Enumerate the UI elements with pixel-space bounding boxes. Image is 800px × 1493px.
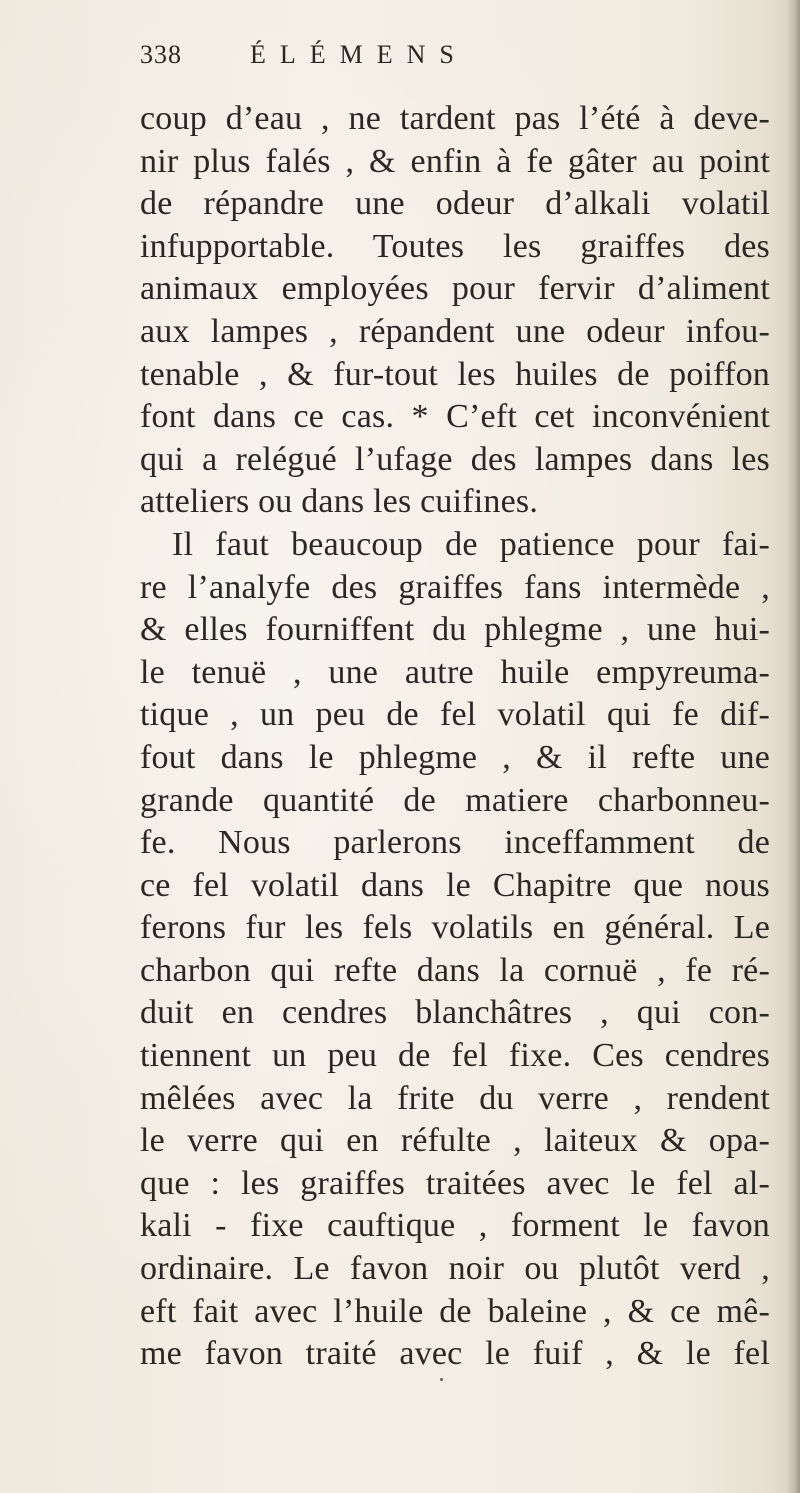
text-line: fe. Nous parlerons inceffamment de	[140, 824, 770, 862]
text-line: que : les graiffes traitées avec le fel al-	[140, 1164, 770, 1202]
text-line: nir plus falés , & enfin à fe gâter au point	[140, 142, 770, 180]
text-line: Il faut beaucoup de patience pour fai-	[172, 525, 770, 563]
text-line: duit en cendres blanchâtres , qui con-	[140, 994, 770, 1032]
ink-speck	[440, 1378, 443, 1381]
page-number: 338	[140, 40, 182, 69]
text-line: re l’analyfe des graiffes fans intermède ,	[140, 568, 770, 606]
running-head: ÉLÉMENS	[250, 40, 468, 69]
text-line: tiennent un peu de fel fixe. Ces cendres	[140, 1037, 770, 1075]
text-line: ordinaire. Le favon noir ou plutôt verd ,	[140, 1250, 770, 1288]
text-line: me favon traité avec le fuif , & le fel	[140, 1335, 770, 1373]
text-line: le tenuë , une autre huile empyreuma-	[140, 653, 770, 691]
text-line: de répandre une odeur d’alkali volatil	[140, 185, 770, 223]
text-line: & elles fourniffent du phlegme , une hui-	[140, 611, 770, 649]
text-line: le verre qui en réfulte , laiteux & opa-	[140, 1122, 770, 1160]
text-line: aux lampes , répandent une odeur infou-	[140, 312, 770, 350]
page-header	[140, 40, 700, 100]
text-line: atteliers ou dans les cuifines.	[140, 483, 539, 521]
text-line: tique , un peu de fel volatil qui fe dif-	[140, 696, 770, 734]
text-line: animaux employées pour fervir d’aliment	[140, 270, 770, 308]
text-line: font dans ce cas. * C’eft cet inconvénient	[140, 398, 770, 436]
text-line: mêlées avec la frite du verre , rendent	[140, 1079, 770, 1117]
text-line: grande quantité de matiere charbonneu-	[140, 781, 770, 819]
page-edge-shadow	[786, 0, 800, 1493]
text-line: kali - fixe cauftique , forment le favon	[140, 1207, 770, 1245]
text-line: infupportable. Toutes les graiffes des	[140, 227, 770, 265]
text-line: tenable , & fur-tout les huiles de poiffon	[140, 355, 770, 393]
text-line: ferons fur les fels volatils en général. Le	[140, 909, 770, 947]
text-line: qui a relégué l’ufage des lampes dans les	[140, 440, 770, 478]
text-line: charbon qui refte dans la cornuë , fe ré-	[140, 951, 770, 989]
body-text	[140, 98, 770, 1376]
text-line: coup d’eau , ne tardent pas l’été à deve-	[140, 100, 770, 137]
text-line: ce fel volatil dans le Chapitre que nous	[140, 866, 770, 904]
text-line: eft fait avec l’huile de baleine , & ce mê-	[140, 1292, 770, 1330]
text-line: fout dans le phlegme , & il refte une	[140, 738, 770, 776]
